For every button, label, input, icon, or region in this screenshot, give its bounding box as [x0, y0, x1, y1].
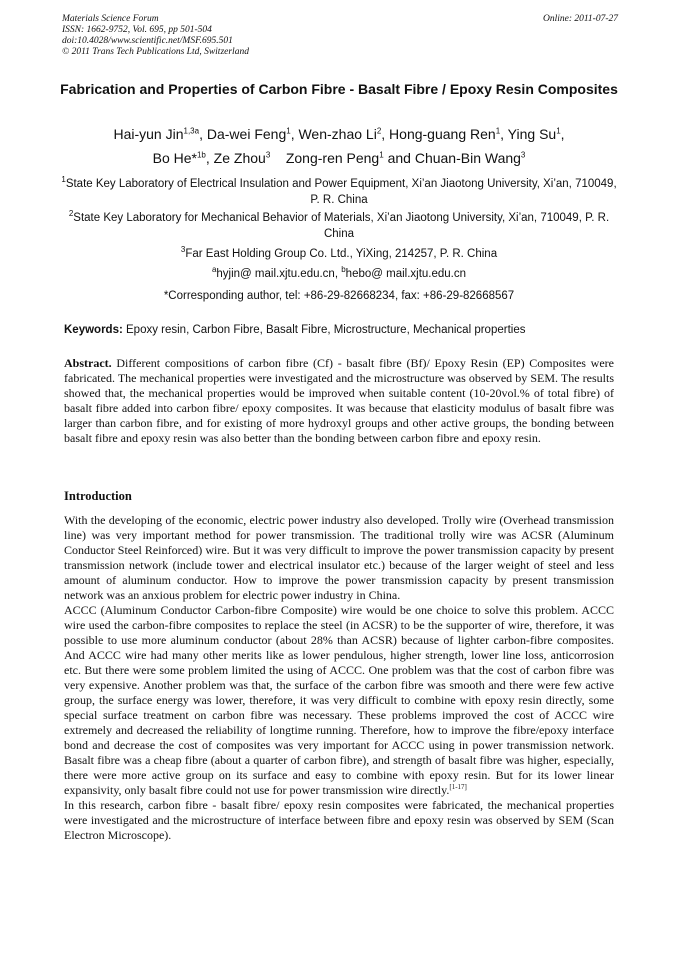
author-line-1: Hai-yun Jin$^{1,3a}$, Da-wei Feng$^1$, Wen-zhao Li$^2$, Hong-guang Ren$^1$, Ying Su$^1$,: [113, 126, 565, 142]
author-name: Wen-zhao Li: [298, 126, 377, 142]
author-name: Chuan-Bin Wang: [414, 150, 521, 166]
author-name: Da-wei Feng: [206, 126, 287, 142]
intro-paragraph-1: With the developing of the economic, electric power industry also developed. Trolly wire (Overhead transmission line) was very important method for power transmission. The traditional trolly wire was ACSR (Aluminum Conductor Steel Reinforced) wire. But it was very difficult to improve the power transmission capacity by present transmission network (include tower and electrical insulator etc.) because of the larger weight of steel and less amount of aluminum conductor. How to improve the power transmission capacity by present transmission network was an anxious problem for electric power industry in China.: [64, 513, 614, 602]
doi-line[interactable]: doi:10.4028/www.scientific.net/MSF.695.501: [62, 36, 233, 46]
introduction-body: [64, 513, 614, 843]
intro-paragraph-3: In this research, carbon fibre - basalt fibre/ epoxy resin composites were fabricated, the mechanical properties were investigated and the microstructure of interface between fibre and epoxy resin was observed by SEM (Scan Electron Microscope).: [64, 798, 614, 842]
author-sup: 1: [556, 126, 561, 136]
issn-line: ISSN: 1662-9752, Vol. 695, pp 501-504: [62, 25, 212, 35]
author-sup: 1: [379, 150, 384, 160]
author-name: Bo He*: [152, 150, 197, 166]
journal-name: Materials Science Forum: [62, 14, 159, 24]
online-date: Online: 2011-07-27: [542, 14, 618, 24]
citation[interactable]: [1-17]: [449, 783, 467, 791]
copyright-line: © 2011 Trans Tech Publications Ltd, Switzerland: [62, 47, 249, 57]
email-a[interactable]: hyjin@ mail.xjtu.edu.cn,: [216, 268, 342, 280]
author-sup: 1: [495, 126, 501, 136]
author-sup: 3: [265, 150, 271, 160]
section-heading-introduction: Introduction: [64, 489, 132, 503]
author-name: Ze Zhou: [213, 150, 266, 166]
abstract-text: Different compositions of carbon fibre (Cf) - basalt fibre (Bf)/ Epoxy Resin (EP) Composites were fabricated. The mechanical properties were investigated and the microstructure was observed by SEM. The results showed that, the mechanical properties would be improved when suitable content (10-20vol.% of total fibre) of basalt fibre added into carbon fibre/ epoxy composites. It was because that elasticity modulus of basalt fibre was larger than carbon fibre, and for existing of more hydroxyl groups and other active groups, the bonding between basalt fibre and epoxy resin was also better than the bonding between carbon fibre and epoxy resin.: [64, 356, 614, 445]
paper-title: Fabrication and Properties of Carbon Fibre - Basalt Fibre / Epoxy Resin Composites: [60, 81, 618, 97]
author-name: Hai-yun Jin: [113, 126, 184, 142]
author-sup: 1b: [196, 150, 206, 160]
keywords-text: Epoxy resin, Carbon Fibre, Basalt Fibre, Microstructure, Mechanical properties: [126, 324, 526, 336]
author-name: Zong-ren Peng: [285, 150, 380, 166]
corresponding-author: *Corresponding author, tel: +86-29-82668234, fax: +86-29-82668567: [163, 290, 515, 302]
journal-header: [62, 14, 618, 58]
abstract: [64, 356, 614, 446]
keywords: [64, 323, 624, 338]
abstract-label: Abstract.: [64, 356, 112, 370]
affiliation-3: $^3$Far East Holding Group Co. Ltd., YiXing, 214257, P. R. China: [180, 245, 498, 260]
author-name: Hong-guang Ren: [389, 126, 496, 142]
affiliation-1: $^1$State Key Laboratory of Electrical Insulation and Power Equipment, Xi’an Jiaotong University, Xi’an, 710049, P. R. China: [61, 175, 617, 206]
email-line: $^a$hyjin@ mail.xjtu.edu.cn, $^b$hebo@ mail.xjtu.edu.cn: [211, 265, 467, 280]
author-line-2: Bo He*$^{1b}$, Ze Zhou$^3$ Zong-ren Peng$^1$ and Chuan-Bin Wang$^3$: [152, 150, 526, 166]
author-list: [40, 122, 638, 170]
author-name: Ying Su: [507, 126, 557, 142]
keywords-label: Keywords:: [64, 324, 123, 336]
intro-paragraph-2: ACCC (Aluminum Conductor Carbon-fibre Composite) wire would be one choice to solve this problem. ACCC wire used the carbon-fibre composites to replace the steel (in ACSR) to be the supporter of wire, therefore, it was possible to use more aluminum conductor (about 28% than ACSR) because of lighter carbon-fibre composites. And ACCC wire had many other merits like as lower pendulous, higher strength, lower line loss, anticorrosion etc. But there were some problem limited the using of ACCC. One problem was that the cost of carbon fibre was very expensive. Another problem was that, the surface of the carbon fibre was smooth and there were few active group, the surface energy was lower, therefore, it was very difficult to combine with epoxy resin directly, some special surface treatment on carbon fibre was necessary. These problems improved the cost of ACCC wire extremely and decreased the reliability of longtime running. Therefore, how to improve the fibre/epoxy interface bond and decrease the cost of composites was very important for ACCC using in power transmission network. Basalt fibre was a cheap fibre (about a quarter of carbon fibre), and strength of basalt fibre was higher, especially, there were more active group on its surface and easy to combine with epoxy resin. But for its lower linear expansivity, only basalt fibre could not use for power transmission wire directly.[1-17]: [64, 603, 614, 797]
author-sup: 1: [286, 126, 291, 136]
author-sup: 3: [520, 150, 526, 160]
author-sup: 2: [376, 126, 382, 136]
affiliation-2: $^2$State Key Laboratory for Mechanical Behavior of Materials, Xi’an Jiaotong University, Xi’an, 710049, P. R. China: [68, 209, 610, 240]
author-sup: 1,3a: [183, 126, 200, 136]
email-b[interactable]: hebo@ mail.xjtu.edu.cn: [345, 268, 467, 280]
